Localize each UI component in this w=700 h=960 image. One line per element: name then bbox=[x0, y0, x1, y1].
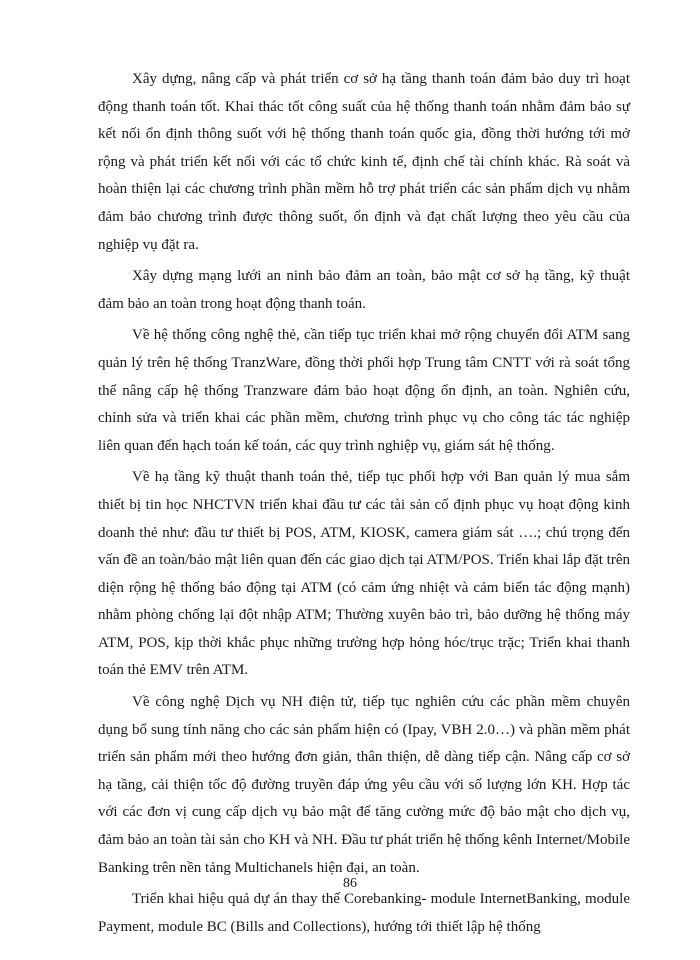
paragraph-payment-infrastructure: Xây dựng, nâng cấp và phát triển cơ sở hạ tầng thanh toán đảm bảo duy trì hoạt động thanh toán tốt. Khai thác tốt công suất của hệ thống thanh toán nhằm đảm bảo sự kết nối ổn định thông suốt với hệ thống thanh toán quốc gia, đồng thời hướng tới mở rộng và phát triển kết nối với các tổ chức kinh tế, định chế tài chính khác. Rà soát và hoàn thiện lại các chương trình phần mềm hỗ trợ phát triển các sản phẩm dịch vụ nhằm đảm bảo chương trình được thông suốt, ổn định và đạt chất lượng theo yêu cầu của nghiệp vụ đặt ra. bbox=[98, 71, 630, 253]
paragraph-e-banking-technology: Về công nghệ Dịch vụ NH điện tử, tiếp tục nghiên cứu các phần mềm chuyên dụng bổ sung tính năng cho các sản phẩm hiện có (Ipay, VBH 2.0…) và phần mềm phát triển sản phẩm mới theo hướng đơn giản, thân thiện, dễ dàng tiếp cận. Nâng cấp cơ sở hạ tầng, cải thiện tốc độ đường truyền đáp ứng yêu cầu với số lượng lớn KH. Hợp tác với các đơn vị cung cấp dịch vụ bảo mật để tăng cường mức độ bảo mật cho dịch vụ, đảm bảo an toàn tài sản cho KH và NH. Đầu tư phát triển hệ thống kênh Internet/Mobile Banking trên nền tảng Multichanels hiện đại, an toàn. bbox=[98, 694, 630, 876]
page-number: 86 bbox=[343, 876, 357, 891]
paragraph-security-network: Xây dựng mạng lưới an ninh bảo đảm an toàn, bảo mật cơ sở hạ tầng, kỹ thuật đảm bảo an toàn trong hoạt động thanh toán. bbox=[98, 268, 630, 312]
document-body bbox=[98, 66, 630, 945]
paragraph-card-technology: Về hệ thống công nghệ thẻ, cần tiếp tục triển khai mở rộng chuyển đổi ATM sang quản lý trên hệ thống TranzWare, đồng thời phối hợp Trung tâm CNTT với rà soát tổng thể nâng cấp hệ thống Tranzware đảm bảo hoạt động ổn định, an toàn. Nghiên cứu, chỉnh sửa và triển khai các phần mềm, chương trình phục vụ cho công tác tác nghiệp liên quan đến hạch toán kế toán, các quy trình nghiệp vụ, giám sát hệ thống. bbox=[98, 327, 630, 454]
paragraph-card-payment-infrastructure: Về hạ tầng kỹ thuật thanh toán thẻ, tiếp tục phối hợp với Ban quản lý mua sắm thiết bị tin học NHCTVN triển khai đầu tư các tài sản cố định phục vụ hoạt động kinh doanh thẻ như: đầu tư thiết bị POS, ATM, KIOSK, camera giám sát ….; chú trọng đến vấn đề an toàn/bảo mật liên quan đến các giao dịch tại ATM/POS. Triển khai lắp đặt trên diện rộng hệ thống báo động tại ATM (có cảm ứng nhiệt và cảm biến tác động mạnh) nhằm phòng chống lại đột nhập ATM; Thường xuyên bảo trì, bảo dưỡng hệ thống máy ATM, POS, kịp thời khắc phục những trường hợp hỏng hóc/trục trặc; Triển khai thanh toán thẻ EMV trên ATM. bbox=[98, 469, 630, 679]
paragraph-corebanking-project: Triển khai hiệu quả dự án thay thế Corebanking- module InternetBanking, module Payment, module BC (Bills and Collections), hướng tới thiết lập hệ thống bbox=[98, 891, 630, 935]
